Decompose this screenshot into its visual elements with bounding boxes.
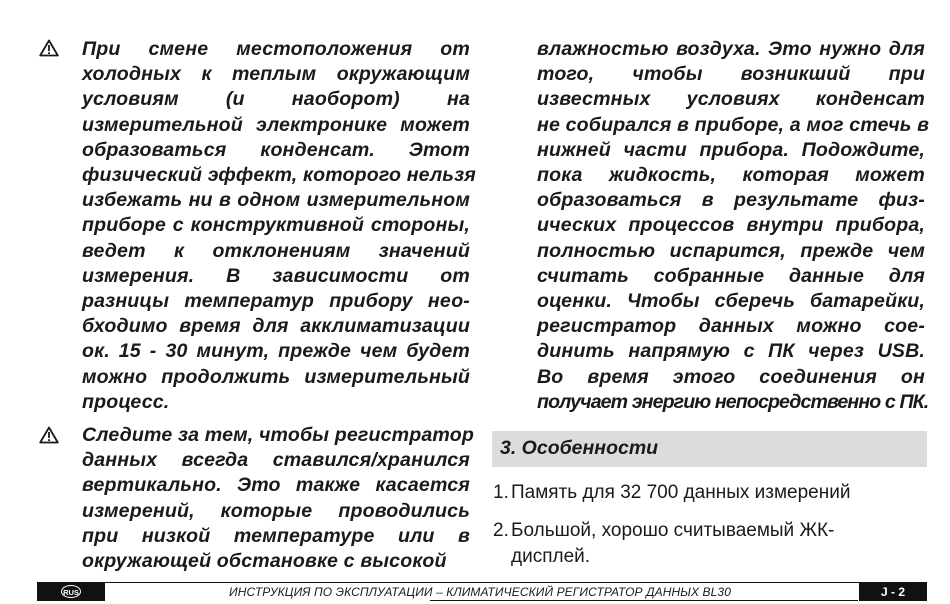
language-badge-label: RUS (61, 585, 81, 598)
language-badge (37, 583, 105, 601)
feature-text-continued: дисплей. (511, 546, 591, 567)
text-line: условиям (и наоборот) на (82, 88, 470, 111)
text-line: приборе с конструктивной стороны, (82, 214, 470, 237)
text-line: физический эффект, которого нельзя (82, 164, 476, 187)
text-line: можно продолжить измерительный (82, 365, 470, 388)
text-line: получает энергию непосредственно с ПК. (537, 390, 929, 413)
text-line: полностью испарится, прежде чем (537, 239, 925, 262)
text-line: измерений, которые проводились (82, 499, 470, 522)
text-line: ических процессов внутри прибора, (537, 214, 925, 237)
text-line: не собирался в приборе, а мог стечь в (537, 113, 930, 136)
page-number: J - 2 (859, 583, 927, 601)
text-line: окружающей обстановке с высокой (82, 550, 447, 573)
text-line: считать собранные данные для (537, 264, 925, 287)
text-line: того, чтобы возникший при (537, 63, 925, 86)
feature-number: 1. (493, 482, 509, 503)
warning-paragraph-vertical-storage (82, 423, 474, 574)
text-line: бходимо время для акклиматизации (82, 315, 470, 338)
feature-text: Большой, хорошо считываемый ЖК- (511, 520, 835, 541)
text-line: образоваться конденсат. Этот (82, 138, 470, 161)
text-line: измерения. В зависимости от (82, 264, 470, 287)
left-column (82, 37, 476, 574)
right-column (537, 37, 930, 415)
footer-rule (37, 582, 927, 583)
section-heading-features: 3. Особенности (492, 431, 927, 467)
text-line: избежать ни в одном измерительном (82, 189, 470, 212)
feature-item (493, 480, 928, 506)
feature-item (493, 518, 928, 570)
text-line: образоваться в результате физ- (537, 189, 925, 212)
continuation-paragraph (537, 37, 930, 415)
text-line: оценки. Чтобы сберечь батарейки, (537, 290, 925, 313)
text-line: измерительной электронике может (82, 113, 470, 136)
text-line: При смене местоположения от (82, 38, 470, 60)
text-line: вертикально. Это также касается (82, 474, 470, 497)
warning-paragraph-condensation (82, 37, 476, 415)
warning-triangle-icon (39, 426, 61, 446)
text-line: регистратор данных можно сое- (537, 315, 925, 338)
footer-underline (430, 600, 858, 601)
feature-number: 2. (493, 520, 509, 541)
text-line: ведет к отклонениям значений (82, 239, 470, 262)
text-line: пока жидкость, которая может (537, 164, 925, 187)
text-line: известных условиях конденсат (537, 88, 925, 111)
feature-text: Память для 32 700 данных измерений (511, 482, 851, 503)
text-line: процесс. (82, 390, 170, 413)
text-line: данных всегда ставился/хранился (82, 449, 470, 472)
warning-triangle-icon (39, 39, 61, 59)
text-line: динить напрямую с ПК через USB. (537, 340, 925, 363)
text-line: влажностью воздуха. Это нужно для (537, 38, 925, 60)
text-line: при низкой температуре или в (82, 524, 470, 547)
text-line: нижней части прибора. Подождите, (537, 138, 925, 161)
footer-title: ИНСТРУКЦИЯ ПО ЭКСПЛУАТАЦИИ – КЛИМАТИЧЕСКИЙ РЕГИСТРАТОР ДАННЫХ BL30 (229, 585, 731, 599)
text-line: ок. 15 - 30 минут, прежде чем будет (82, 340, 470, 363)
text-line: разницы температур прибору нео- (82, 290, 470, 313)
text-line: Во время этого соединения он (537, 365, 925, 388)
text-line: Следите за тем, чтобы регистратор (82, 424, 474, 447)
text-line: холодных к теплым окружающим (82, 63, 470, 86)
